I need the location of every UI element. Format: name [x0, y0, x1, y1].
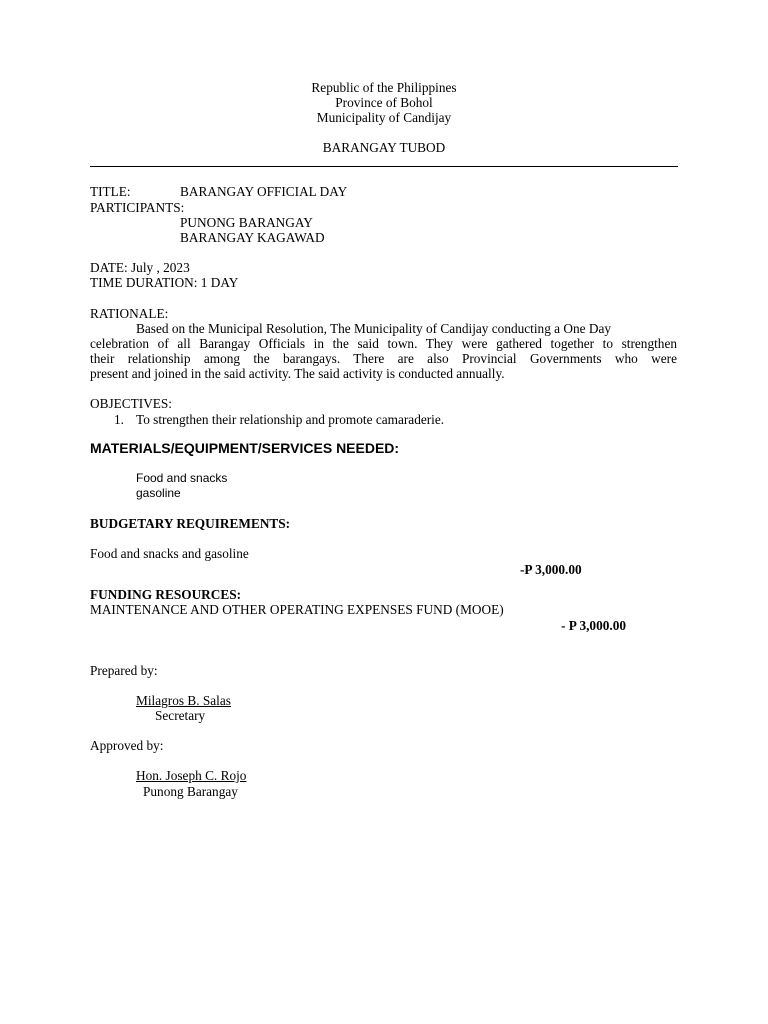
- date-line: DATE: July , 2023: [90, 260, 190, 275]
- duration-line: TIME DURATION: 1 DAY: [90, 275, 239, 290]
- objective-number: 1.: [114, 412, 124, 427]
- header-divider: [90, 166, 678, 167]
- title-value: BARANGAY OFFICIAL DAY: [180, 184, 348, 199]
- funding-source: MAINTENANCE AND OTHER OPERATING EXPENSES FUND (MOOE): [90, 602, 504, 617]
- rationale-line: celebration of all Barangay Officials in the said town. They were gathered together to strengthen: [90, 336, 677, 351]
- funding-heading: FUNDING RESOURCES:: [90, 587, 242, 602]
- rationale-label: RATIONALE:: [90, 306, 169, 321]
- rationale-line: present and joined in the said activity. The said activity is conducted annually.: [90, 366, 505, 381]
- title-label: TITLE:: [90, 184, 131, 199]
- materials-heading: MATERIALS/EQUIPMENT/SERVICES NEEDED:: [90, 440, 400, 456]
- rationale-line: Based on the Municipal Resolution, The Municipality of Candijay conducting a One Day: [136, 321, 612, 336]
- objectives-label: OBJECTIVES:: [90, 396, 173, 411]
- approved-label: Approved by:: [90, 738, 164, 753]
- prepared-name: Milagros B. Salas: [136, 693, 231, 708]
- participant-item: PUNONG BARANGAY: [180, 215, 313, 230]
- objective-text: To strengthen their relationship and promote camaraderie.: [136, 412, 445, 427]
- participants-label: PARTICIPANTS:: [90, 200, 185, 215]
- budget-heading: BUDGETARY REQUIREMENTS:: [90, 516, 291, 531]
- rationale-line: their relationship among the barangays. There are also Provincial Governments who were: [90, 351, 677, 366]
- approved-position: Punong Barangay: [143, 784, 238, 799]
- prepared-position: Secretary: [155, 708, 206, 723]
- materials-item: gasoline: [136, 486, 181, 500]
- header-republic: Republic of the Philippines: [311, 80, 457, 95]
- approved-name: Hon. Joseph C. Rojo: [136, 768, 247, 783]
- budget-item: Food and snacks and gasoline: [90, 546, 249, 561]
- rationale-paragraph: [90, 321, 677, 381]
- materials-item: Food and snacks: [136, 471, 228, 485]
- header-municipality: Municipality of Candijay: [316, 110, 452, 125]
- header-barangay: BARANGAY TUBOD: [322, 140, 446, 155]
- header-province: Province of Bohol: [335, 95, 433, 110]
- participant-item: BARANGAY KAGAWAD: [180, 230, 325, 245]
- funding-amount: - P 3,000.00: [561, 618, 627, 633]
- prepared-label: Prepared by:: [90, 663, 158, 678]
- budget-amount: -P 3,000.00: [520, 562, 582, 577]
